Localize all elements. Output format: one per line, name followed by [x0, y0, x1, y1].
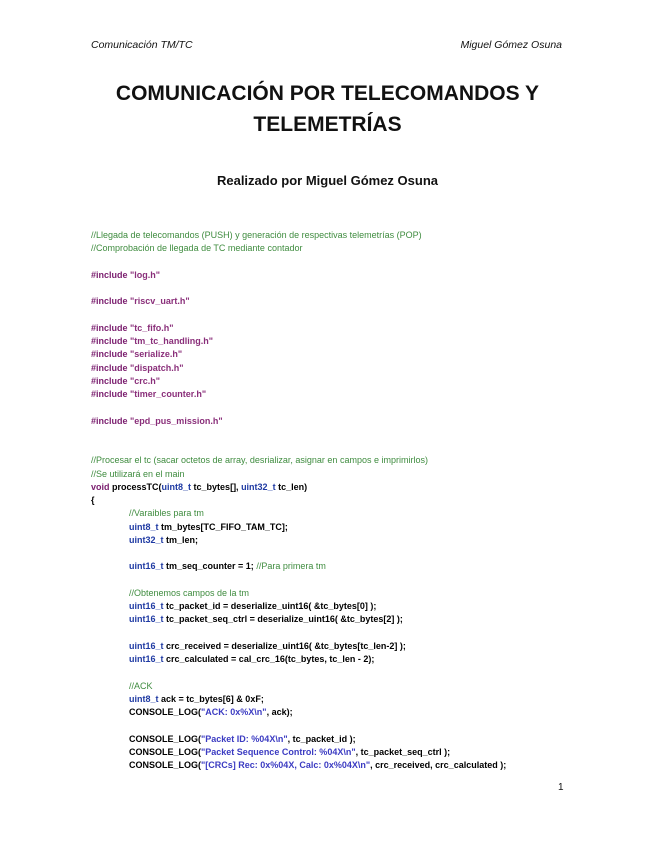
log-line: CONSOLE_LOG("Packet Sequence Control: %04X\n", tc_packet_seq_ctrl ); — [129, 746, 451, 757]
code-line: uint16_t crc_received = deserialize_uint16( &tc_bytes[tc_len-2] ); — [129, 640, 406, 651]
page-number: 1 — [558, 782, 564, 793]
code-comment: //Comprobación de llegada de TC mediante contador — [91, 243, 303, 254]
include-line: #include "tc_fifo.h" — [91, 322, 174, 333]
include-line: #include "tm_tc_handling.h" — [91, 336, 214, 346]
code-listing — [91, 229, 611, 772]
title-line-2: TELEMETRÍAS — [253, 113, 402, 136]
include-line: #include "epd_pus_mission.h" — [91, 415, 223, 426]
code-line: uint32_t tm_len; — [129, 534, 199, 545]
log-line: CONSOLE_LOG("Packet ID: %04X\n", tc_packet_id ); — [129, 733, 356, 744]
code-line: uint16_t tc_packet_id = deserialize_uint16( &tc_bytes[0] ); — [129, 601, 377, 611]
title-line-1: COMUNICACIÓN POR TELECOMANDOS Y — [115, 82, 540, 105]
code-comment: //Procesar el tc (sacar octetos de array, desrializar, asignar en campos e imprimirlos) — [91, 455, 428, 466]
header-right: Miguel Gómez Osuna — [460, 39, 562, 51]
code-comment: //Varaibles para tm — [129, 508, 204, 519]
code-brace: { — [91, 495, 95, 505]
code-comment: //ACK — [129, 680, 153, 691]
code-line: uint8_t tm_bytes[TC_FIFO_TAM_TC]; — [129, 521, 288, 532]
function-signature: void processTC(uint8_t tc_bytes[], uint32_t tc_len) — [91, 481, 308, 492]
include-line: #include "crc.h" — [91, 375, 161, 386]
log-line: CONSOLE_LOG("ACK: 0x%X\n", ack); — [129, 707, 293, 717]
code-comment: //Obtenemos campos de la tm — [129, 587, 250, 598]
include-line: #include "serialize.h" — [91, 349, 183, 360]
code-comment: //Llegada de telecomandos (PUSH) y generación de respectivas telemetrías (POP) — [91, 230, 422, 240]
document-title — [0, 78, 655, 140]
include-line: #include "log.h" — [91, 269, 161, 280]
code-comment: //Se utilizará en el main — [91, 468, 185, 479]
include-line: #include "riscv_uart.h" — [91, 296, 190, 307]
code-line: uint16_t tm_seq_counter = 1; //Para primera tm — [129, 561, 326, 572]
code-line: uint16_t crc_calculated = cal_crc_16(tc_bytes, tc_len - 2); — [129, 654, 375, 664]
include-line: #include "dispatch.h" — [91, 362, 184, 373]
author-line: Realizado por Miguel Gómez Osuna — [216, 173, 439, 188]
code-line: uint16_t tc_packet_seq_ctrl = deserialize_uint16( &tc_bytes[2] ); — [129, 614, 403, 625]
code-line: uint8_t ack = tc_bytes[6] & 0xF; — [129, 693, 264, 704]
header-left: Comunicación TM/TC — [91, 39, 193, 51]
log-line: CONSOLE_LOG("[CRCs] Rec: 0x%04X, Calc: 0x%04X\n", crc_received, crc_calculated ); — [129, 760, 507, 770]
include-line: #include "timer_counter.h" — [91, 389, 207, 399]
